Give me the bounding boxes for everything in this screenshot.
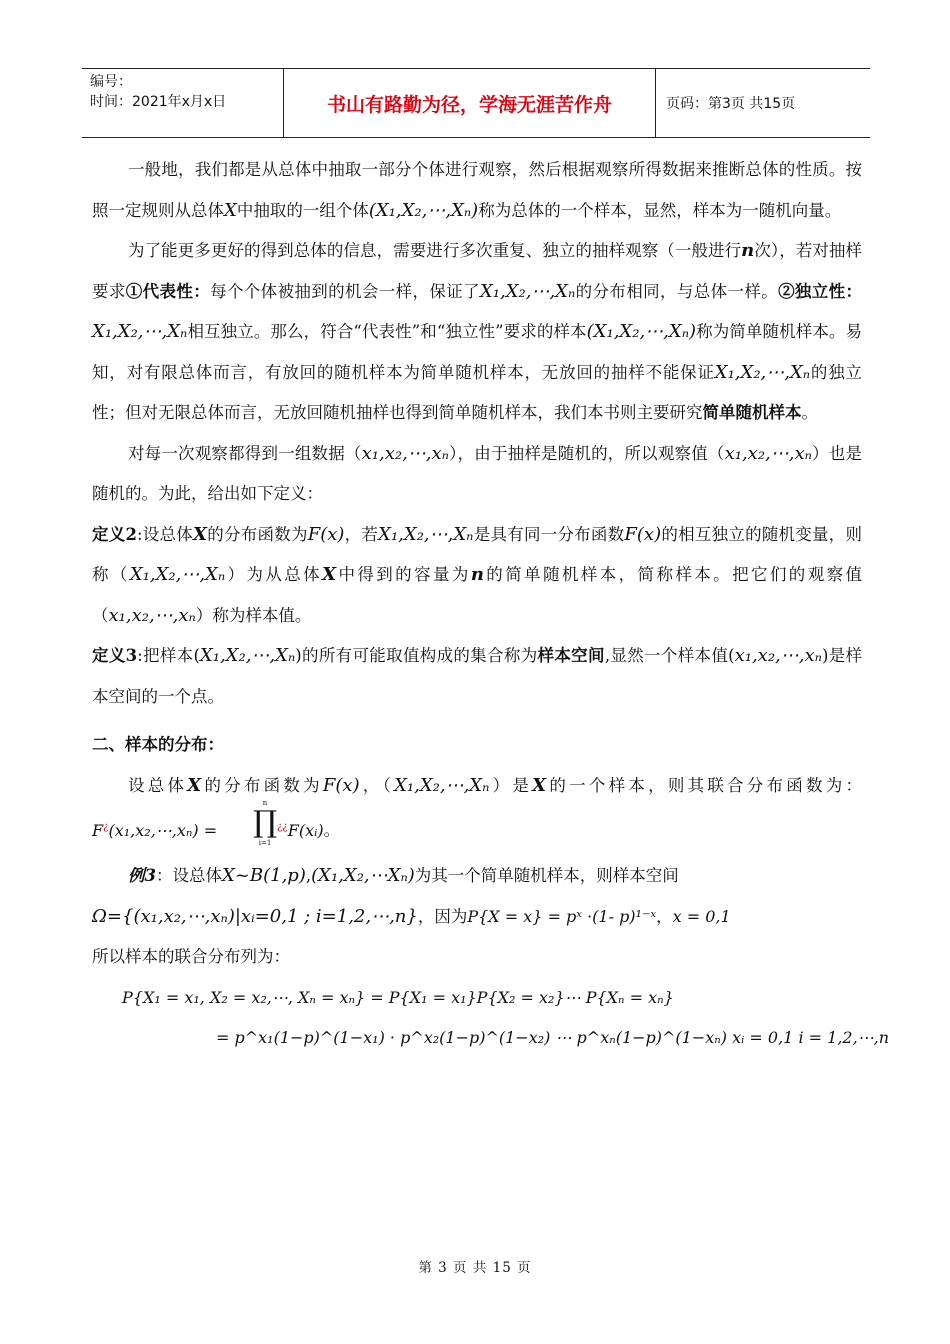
section-title: 二、样本的分布： [92,735,224,754]
paragraph-2: 为了能更多更好的得到总体的信息，需要进行多次重复、独立的抽样观察（一般进行n次），若对抽样要求①代表性：每个个体被抽到的机会一样，保证了X₁,X₂,⋯,Xₙ的分布相同，与总体一样。②独立性：X₁,X₂,⋯,Xₙ相互独立。那么，符合“代表性”和“独立性”要求的样本(X₁,X₂,⋯,Xₙ)称为简单随机样本。易知，对有限总体而言，有放回的随机样本为简单随机样本，无放回的抽样不能保证X₁,X₂,⋯,Xₙ的独立性；但对无限总体而言，无放回随机抽样也得到简单随机样本，我们本书则主要研究简单随机样本。 [92,240,863,422]
math-seq: X₁,X₂,⋯,Xₙ [92,321,188,342]
joint-pmf-line-2: = p^x₁(1−p)^(1−x₁) · p^x₂(1−p)^(1−x₂) ⋯ p^xₙ(1−p)^(1−xₙ) xᵢ = 0,1 i = 1,2,⋯,n [216,1028,890,1047]
paragraph-1: 一般地，我们都是从总体中抽取一部分个体进行观察，然后根据观察所得数据来推断总体的性质。按照一定规则从总体X中抽取的一组个体(X₁,X₂,⋯,Xₙ)称为总体的一个样本，显然，样本为一随机向量。 [92,160,862,221]
page-header [82,68,870,138]
joint-pmf-line-1: P{X₁ = x₁, X₂ = x₂,⋯, Xₙ = xₙ} = P{X₁ = x₁}P{X₂ = x₂}⋯ P{Xₙ = xₙ} [122,987,674,1007]
definition-label: 定义3 [92,646,138,665]
pmf-formula: P{X = x} = pˣ ·(1- p)¹⁻ˣ [467,906,657,926]
term-simple-random-sample: 简单随机样本 [702,403,802,422]
math-X: X [224,199,237,221]
page-footer: 第 3 页 共 15 页 [418,1260,532,1276]
example-3-joint: 所以样本的联合分布列为： [92,947,290,966]
joint-distribution-formula: F¿(x₁,x₂,⋯,xₙ) = n ∏ i=1 ¿¿F(xᵢ) [92,799,324,847]
paragraph-3: 对每一次观察都得到一组数据（x₁,x₂,⋯,xₙ），由于抽样是随机的，所以观察值（x₁,x₂,⋯,xₙ）也是随机的。为此，给出如下定义： [92,442,863,503]
math-sample: (X₁,X₂,⋯,Xₙ) [586,321,697,342]
math-seq: X₁,X₂,⋯,Xₙ [714,361,811,383]
term-representative: ①代表性： [125,281,211,301]
math-seq: X₁,X₂,⋯,Xₙ [479,280,576,302]
math-sample: (X₁,X₂,⋯,Xₙ) [368,199,479,221]
example-3-space: Ω={(x₁,x₂,⋯,xₙ)|xᵢ=0,1 ; i=1,2,⋯,n}，因为P{X = x} = pˣ ·(1- p)¹⁻ˣ，x = 0,1 [92,905,731,927]
header-page: 页码：第3页 共15页 [666,96,796,112]
header-time: 时间：2021年x月x日 [90,94,227,110]
header-motto: 书山有路勤为径，学海无涯苦作舟 [284,69,656,137]
definition-label: 定义2 [92,524,137,544]
error-mark: ¿¿ [277,821,288,833]
example-3: 例3：设总体X~B(1,p),(X₁,X₂,⋯Xₙ)为其一个简单随机样本，则样本空间 [128,865,679,886]
definition-2: 定义2:设总体X的分布函数为F(x)，若X₁,X₂,⋯,Xₙ是具有同一分布函数F(x)的相互独立的随机变量，则称（X₁,X₂,⋯,Xₙ）为从总体X中得到的容量为n的简单随机样本，简称样本。把它们的观察值（x₁,x₂,⋯,xₙ）称为样本值。 [92,523,863,626]
term-independence: ②独立性： [778,281,863,301]
error-mark: ¿ [103,821,109,833]
header-meta [82,69,284,137]
math-seq-lower: x₁,x₂,⋯,xₙ [724,442,812,464]
math-seq-lower: x₁,x₂,⋯,xₙ [361,442,449,464]
document-body [92,150,890,1059]
definition-3: 定义3:把样本(X₁,X₂,⋯,Xₙ)的所有可能取值构成的集合称为样本空间,显然一个样本值(x₁,x₂,⋯,xₙ)是样本空间的一个点。 [92,645,863,706]
product-symbol: n ∏ i=1 [253,799,277,847]
header-number: 编号： [90,74,132,90]
term-sample-space: 样本空间 [537,646,605,665]
sample-space-formula: Ω={(x₁,x₂,⋯,xₙ)|xᵢ=0,1 ; i=1,2,⋯,n} [92,905,418,927]
example-label: 例3 [128,866,156,885]
paragraph-4: 设总体X的分布函数为F(x)，（X₁,X₂,⋯,Xₙ）是X的一个样本，则其联合分布函数为：F¿(x₁,x₂,⋯,xₙ) = n ∏ i=1 ¿¿F(xᵢ)。 [92,774,863,847]
math-n: n [741,240,755,261]
